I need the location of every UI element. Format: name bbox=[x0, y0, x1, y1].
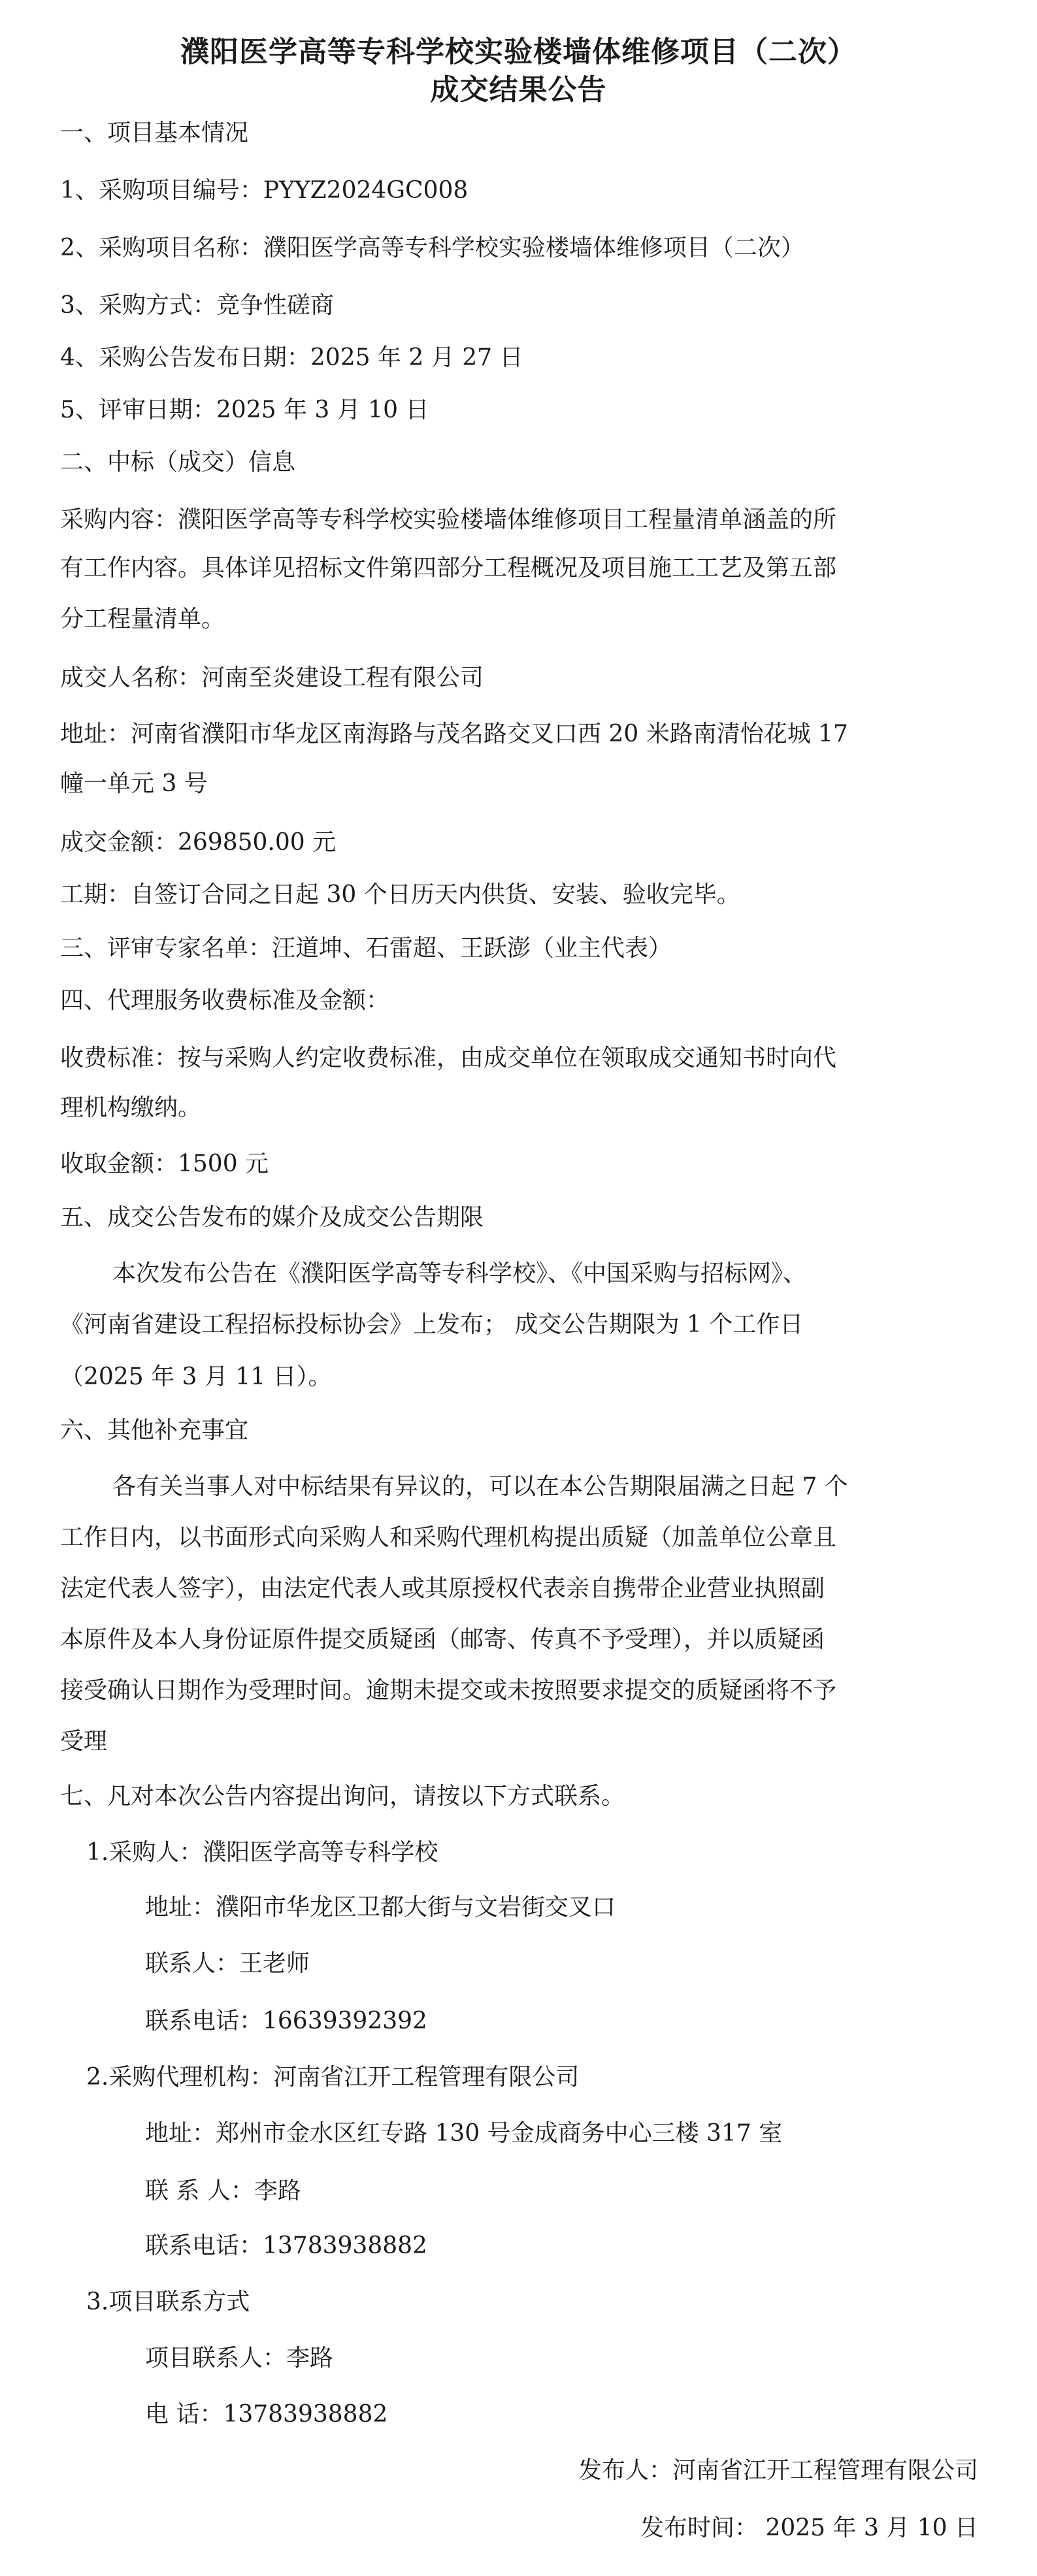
agency-label: 2.采购代理机构：河南省江开工程管理有限公司 bbox=[86, 2064, 580, 2091]
fee-amount: 收取金额：1500 元 bbox=[60, 1150, 269, 1177]
agency-address: 地址：郑州市金水区红专路 130 号金成商务中心三楼 317 室 bbox=[145, 2120, 783, 2147]
announcement-date: 4、采购公告发布日期：2025 年 2 月 27 日 bbox=[60, 344, 523, 371]
agency-phone: 联系电话：13783938882 bbox=[145, 2232, 427, 2259]
objection-text-line5: 接受确认日期作为受理时间。逾期未提交或未按照要求提交的质疑函将不予 bbox=[60, 1677, 837, 1704]
winner-address-line2: 幢一单元 3 号 bbox=[60, 770, 208, 797]
objection-text-line4: 本原件及本人身份证原件提交质疑函（邮寄、传真不予受理），并以质疑函 bbox=[60, 1626, 825, 1653]
purchaser-label: 1.采购人：濮阳医学高等专科学校 bbox=[86, 1839, 438, 1866]
section4-heading: 四、代理服务收费标准及金额： bbox=[60, 987, 390, 1014]
section2-heading: 二、中标（成交）信息 bbox=[60, 449, 296, 476]
project-name: 2、采购项目名称：濮阳医学高等专科学校实验楼墙体维修项目（二次） bbox=[60, 235, 804, 261]
section3-experts: 三、评审专家名单：汪道坤、石雷超、王跃澎（业主代表） bbox=[60, 935, 672, 962]
section7-heading: 七、凡对本次公告内容提出询问，请按以下方式联系。 bbox=[60, 1783, 625, 1810]
review-date: 5、评审日期：2025 年 3 月 10 日 bbox=[60, 397, 429, 423]
project-contact-phone: 电 话：13783938882 bbox=[145, 2401, 388, 2428]
project-contact-label: 3.项目联系方式 bbox=[86, 2289, 250, 2315]
media-text-line3: （2025 年 3 月 11 日）。 bbox=[60, 1363, 332, 1390]
purchaser-contact: 联系人：王老师 bbox=[145, 1950, 310, 1977]
objection-text-line3: 法定代表人签字），由法定代表人或其原授权代表亲自携带企业营业执照副 bbox=[60, 1575, 825, 1602]
procurement-content-line2: 有工作内容。具体详见招标文件第四部分工程概况及项目施工工艺及第五部 bbox=[60, 555, 837, 581]
project-contact-person: 项目联系人：李路 bbox=[145, 2345, 334, 2372]
objection-text-line6: 受理 bbox=[60, 1728, 108, 1755]
section1-heading: 一、项目基本情况 bbox=[60, 120, 249, 146]
procurement-method: 3、采购方式：竞争性磋商 bbox=[60, 292, 334, 319]
objection-text-line1: 各有关当事人对中标结果有异议的，可以在本公告期限届满之日起 7 个 bbox=[112, 1473, 848, 1500]
procurement-content-line1: 采购内容：濮阳医学高等专科学校实验楼墙体维修项目工程量清单涵盖的所 bbox=[60, 506, 837, 533]
purchaser-phone: 联系电话：16639392392 bbox=[145, 2008, 427, 2034]
section6-heading: 六、其他补充事宜 bbox=[60, 1417, 249, 1444]
fee-standard-line1: 收费标准：按与采购人约定收费标准，由成交单位在领取成交通知书时向代 bbox=[60, 1045, 837, 1071]
winner-address-line1: 地址：河南省濮阳市华龙区南海路与茂名路交叉口西 20 米路南清怡花城 17 bbox=[60, 721, 848, 747]
section5-heading: 五、成交公告发布的媒介及成交公告期限 bbox=[60, 1204, 484, 1231]
objection-text-line2: 工作日内，以书面形式向采购人和采购代理机构提出质疑（加盖单位公章且 bbox=[60, 1524, 837, 1551]
work-period: 工期：自签订合同之日起 30 个日历天内供货、安装、验收完毕。 bbox=[60, 881, 740, 908]
publish-date: 发布时间： 2025 年 3 月 10 日 bbox=[640, 2515, 978, 2541]
purchaser-address: 地址：濮阳市华龙区卫都大街与文岩街交叉口 bbox=[145, 1894, 616, 1921]
agency-contact: 联 系 人：李路 bbox=[145, 2177, 301, 2204]
procurement-content-line3: 分工程量清单。 bbox=[60, 606, 225, 632]
contract-amount: 成交金额：269850.00 元 bbox=[60, 829, 337, 856]
project-number: 1、采购项目编号：PYYZ2024GC008 bbox=[60, 177, 469, 204]
winner-name: 成交人名称：河南至炎建设工程有限公司 bbox=[60, 664, 484, 691]
media-text-line2: 《河南省建设工程招标投标协会》上发布； 成交公告期限为 1 个工作日 bbox=[60, 1311, 804, 1338]
fee-standard-line2: 理机构缴纳。 bbox=[60, 1094, 202, 1121]
media-text-line1: 本次发布公告在《濮阳医学高等专科学校》、《中国采购与招标网》、 bbox=[112, 1260, 807, 1287]
document-title-line1: 濮阳医学高等专科学校实验楼墙体维修项目（二次） bbox=[180, 35, 857, 69]
publisher: 发布人：河南省江开工程管理有限公司 bbox=[578, 2457, 978, 2484]
document-title-line2: 成交结果公告 bbox=[430, 73, 607, 106]
